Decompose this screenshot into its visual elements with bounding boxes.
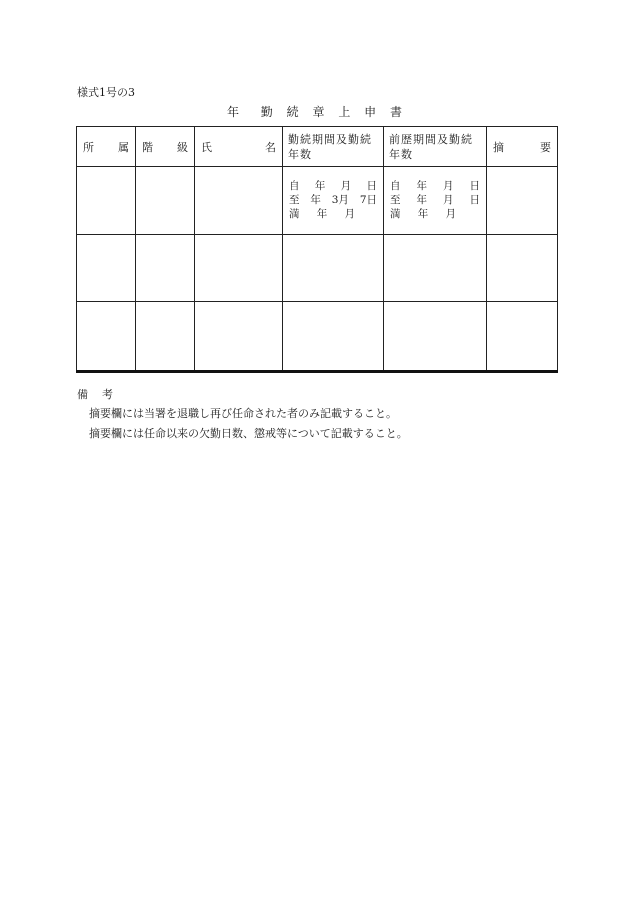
header-text: 摘 (493, 140, 504, 154)
title-char: 上 (338, 105, 352, 119)
date-label: 月 (344, 208, 355, 220)
form-number: 様式1号の3 (77, 86, 135, 99)
header-text: 要 (540, 140, 551, 154)
cell-remarks[interactable] (487, 167, 558, 235)
date-label: 月 (445, 208, 456, 220)
cell-remarks[interactable] (487, 235, 558, 302)
prior-total-line (390, 207, 456, 221)
header-text: 氏 (201, 140, 212, 154)
date-label: 7日 (359, 194, 377, 206)
prior-from-line (390, 179, 480, 193)
cell-rank[interactable] (136, 302, 195, 372)
note-item: 摘要欄には任命以来の欠勤日数、懲戒等について記載すること。 (89, 427, 408, 440)
header-text: 勤続期間及勤続年数 (288, 132, 372, 161)
date-label: 自 (289, 180, 300, 192)
header-text: 級 (177, 140, 188, 154)
title-char: 申 (364, 105, 378, 119)
date-label: 月 (443, 194, 454, 206)
cell-service-period[interactable] (283, 235, 384, 302)
cell-service-period[interactable] (283, 302, 384, 372)
cell-affiliation[interactable] (77, 167, 136, 235)
date-label: 年 (314, 180, 326, 192)
date-label: 日 (469, 180, 480, 192)
header-affiliation (77, 127, 136, 167)
table-row (77, 235, 558, 302)
date-label: 自 (390, 180, 401, 192)
notes-heading-char: 考 (102, 388, 113, 401)
title-char: 勤 (260, 105, 274, 119)
cell-prior-period[interactable] (384, 302, 487, 372)
notes-heading (77, 386, 127, 402)
date-label: 日 (469, 194, 480, 206)
date-label: 年 (416, 194, 427, 206)
header-text: 階 (142, 140, 153, 154)
header-prior-period (384, 127, 487, 167)
cell-affiliation[interactable] (77, 235, 136, 302)
table-header-row (77, 127, 558, 167)
date-label: 月 (340, 180, 352, 192)
date-label: 至 (289, 194, 300, 206)
table-row (77, 302, 558, 372)
cell-prior-period[interactable] (384, 235, 487, 302)
page-title (0, 103, 630, 120)
title-year: 年 (226, 105, 240, 119)
service-total-line (289, 207, 355, 221)
header-remarks (487, 127, 558, 167)
note-item: 摘要欄には当署を退職し再び任命された者のみ記載すること。 (89, 407, 397, 420)
date-label: 満 (390, 208, 401, 220)
service-to-line (289, 193, 377, 207)
table-row (77, 167, 558, 235)
header-text: 属 (118, 140, 129, 154)
prior-to-line (390, 193, 480, 207)
date-label: 月 (443, 180, 454, 192)
cell-name[interactable] (195, 235, 283, 302)
title-char: 書 (390, 105, 404, 119)
notes-heading-char: 備 (77, 388, 88, 401)
header-text: 所 (83, 140, 94, 154)
header-name (195, 127, 283, 167)
cell-remarks[interactable] (487, 302, 558, 372)
cell-service-period[interactable] (283, 167, 384, 235)
cell-prior-period[interactable] (384, 167, 487, 235)
cell-rank[interactable] (136, 167, 195, 235)
date-label: 至 (390, 194, 401, 206)
service-from-line (289, 179, 377, 193)
date-label: 年 (316, 208, 328, 220)
date-label: 3月 (331, 194, 349, 206)
cell-rank[interactable] (136, 235, 195, 302)
title-char: 章 (312, 105, 326, 119)
date-label: 日 (366, 180, 377, 192)
cell-name[interactable] (195, 302, 283, 372)
date-label: 年 (417, 208, 429, 220)
header-service-period (283, 127, 384, 167)
header-rank (136, 127, 195, 167)
date-label: 満 (289, 208, 300, 220)
title-char: 続 (286, 105, 300, 119)
date-label: 年 (416, 180, 427, 192)
header-text: 前歴期間及勤続年数 (389, 132, 473, 161)
cell-affiliation[interactable] (77, 302, 136, 372)
application-table (76, 126, 558, 373)
date-label: 年 (310, 194, 321, 206)
header-text: 名 (265, 140, 276, 154)
cell-name[interactable] (195, 167, 283, 235)
